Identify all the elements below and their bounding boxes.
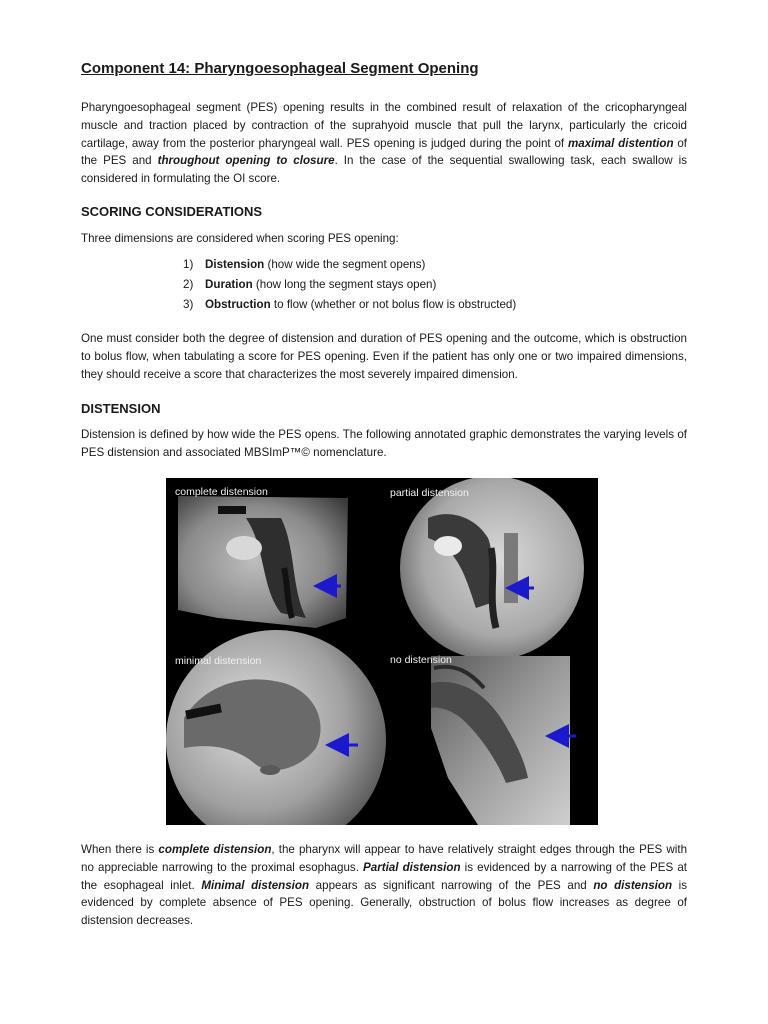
- scoring-heading: SCORING CONSIDERATIONS: [81, 204, 263, 219]
- list-item: [183, 256, 516, 276]
- list-term: Duration: [205, 278, 253, 291]
- intro-text-1: Pharyngoesophageal segment (PES) opening results in the combined result of relaxation of the cricopharyngeal muscle and traction placed by contraction of the suprahyoid muscle that pull the larynx, particularly the cricoid cartilage, away from the posterior pharyngeal wall. PES opening is judged during the point of: [81, 101, 687, 150]
- closing-text-1: When there is: [81, 843, 159, 856]
- closing-text-5: is evidenced by complete absence of PES opening. Generally, obstruction of bolus flow increases as degree of distension decreases.: [81, 878, 688, 928]
- closing-text-2: , the pharynx will appear to have relatively straight edges through the PES with no appreciable narrowing to the proximal esophagus.: [81, 843, 688, 874]
- closing-text-3: is evidenced by a narrowing of the PES at the esophageal inlet.: [81, 860, 687, 892]
- list-term: Obstruction: [205, 298, 271, 311]
- closing-emphasis-4: no distension: [593, 878, 673, 892]
- distension-heading: DISTENSION: [81, 401, 161, 416]
- complete-distension-image: [178, 496, 348, 628]
- list-term: Distension: [205, 258, 265, 271]
- closing-emphasis-1: complete distension: [158, 843, 272, 856]
- no-distension-image: [431, 656, 576, 825]
- intro-text-3: . In the case of the sequential swallowing task, each swallow is considered in formulating the OI score.: [81, 154, 688, 186]
- list-description: (how wide the segment opens): [264, 258, 426, 271]
- closing-text-4: appears as significant narrowing of the PES and: [309, 878, 594, 892]
- label-no-distension: no distension: [390, 654, 452, 666]
- closing-emphasis-3: Minimal distension: [201, 878, 310, 892]
- list-number: 1): [183, 258, 194, 271]
- label-minimal-distension: minimal distension: [175, 655, 262, 667]
- closing-paragraph: [81, 841, 687, 930]
- intro-emphasis-2: throughout opening to closure: [157, 154, 335, 168]
- distension-paragraph: Distension is defined by how wide the PES opens. The following annotated graphic demonstrates the varying levels of PES distension and associated MBSImP™© nomenclature.: [81, 428, 687, 459]
- fluoroscopy-panel-graphic: [166, 478, 598, 825]
- list-number: 2): [183, 278, 194, 291]
- intro-emphasis-1: maximal distention: [567, 136, 674, 150]
- distension-figure: [166, 478, 598, 825]
- intro-text-2: of the PES and: [81, 136, 688, 168]
- list-number: 3): [183, 298, 194, 311]
- partial-distension-image: [400, 478, 584, 660]
- dimensions-list: [183, 256, 516, 316]
- list-description: to flow (whether or not bolus flow is obstructed): [270, 298, 517, 311]
- label-partial-distension: partial distension: [390, 487, 469, 499]
- list-item: [183, 296, 516, 316]
- scoring-paragraph: One must consider both the degree of distension and duration of PES opening and the outcome, which is obstruction to bolus flow, when tabulating a score for PES opening. Even if the patient has only one or two impaired dimensions, they should receive a score that characterizes the most severely impaired dimension.: [81, 332, 687, 381]
- label-complete-distension: complete distension: [175, 486, 268, 498]
- scoring-lead: Three dimensions are considered when scoring PES opening:: [81, 232, 399, 245]
- intro-paragraph: [81, 99, 687, 188]
- closing-emphasis-2: Partial distension: [363, 860, 461, 874]
- page-title: Component 14: Pharyngoesophageal Segment Opening: [81, 60, 479, 77]
- list-description: (how long the segment stays open): [252, 278, 437, 291]
- list-item: [183, 276, 516, 296]
